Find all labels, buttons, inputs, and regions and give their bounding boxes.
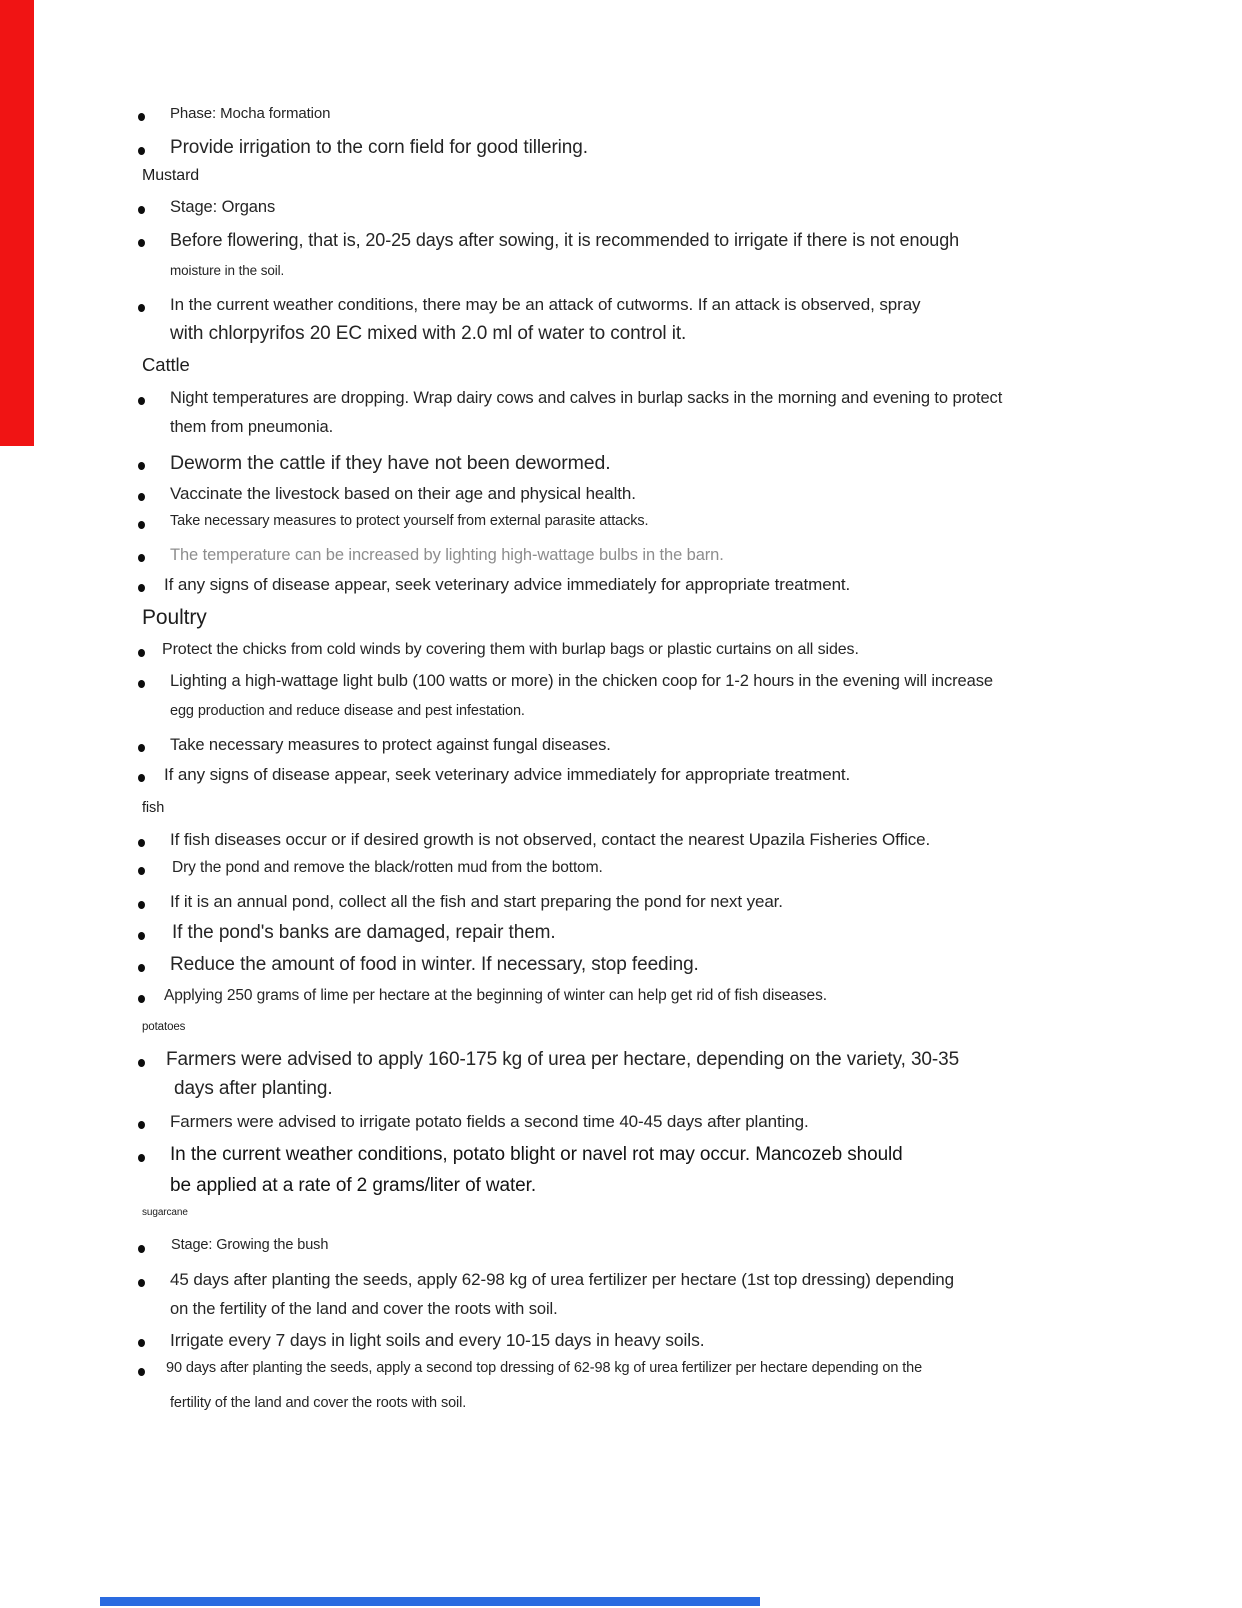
bullet-text: on the fertility of the land and cover the roots with soil. [170, 1300, 558, 1318]
section-heading: Poultry [142, 606, 207, 629]
bullet-text: Protect the chicks from cold winds by covering them with burlap bags or plastic curtains on all sides. [162, 641, 859, 658]
bullet-text: days after planting. [174, 1078, 333, 1099]
bullet-text: In the current weather conditions, there may be an attack of cutworms. If an attack is observed, spray [170, 295, 921, 314]
bullet-icon [138, 1121, 145, 1129]
bullet-text: The temperature can be increased by lighting high-wattage bulbs in the barn. [170, 546, 724, 564]
bullet-icon [138, 554, 145, 562]
bullet-text: If the pond's banks are damaged, repair them. [172, 922, 556, 943]
bullet-text: Night temperatures are dropping. Wrap dairy cows and calves in burlap sacks in the morning and evening to protect [170, 389, 1003, 407]
section-heading: Mustard [142, 167, 200, 184]
bullet-icon [138, 774, 145, 782]
bullet-text: If any signs of disease appear, seek veterinary advice immediately for appropriate treatment. [164, 765, 851, 784]
bullet-icon [138, 113, 145, 121]
bullet-icon [138, 901, 145, 909]
bullet-text: Farmers were advised to irrigate potato fields a second time 40-45 days after planting. [170, 1112, 809, 1131]
bullet-text: In the current weather conditions, potato blight or navel rot may occur. Mancozeb should [170, 1144, 903, 1165]
section-heading: potatoes [142, 1021, 186, 1033]
bullet-icon [138, 1154, 145, 1162]
bullet-text: If fish diseases occur or if desired growth is not observed, contact the nearest Upazila Fisheries Office. [170, 830, 931, 849]
bullet-text: Vaccinate the livestock based on their age and physical health. [170, 484, 636, 503]
bullet-text: Phase: Mocha formation [170, 105, 331, 122]
bullet-text: Reduce the amount of food in winter. If necessary, stop feeding. [170, 954, 699, 975]
bullet-icon [138, 744, 145, 752]
bullet-text: moisture in the soil. [170, 263, 285, 278]
bullet-icon [138, 1339, 145, 1347]
bullet-text: Irrigate every 7 days in light soils and every 10-15 days in heavy soils. [170, 1330, 705, 1350]
bullet-icon [138, 1059, 145, 1067]
bullet-icon [138, 147, 145, 155]
bullet-text: with chlorpyrifos 20 EC mixed with 2.0 ml of water to control it. [170, 323, 687, 344]
bullet-text: Provide irrigation to the corn field for good tillering. [170, 137, 588, 158]
bullet-text: 45 days after planting the seeds, apply 62-98 kg of urea fertilizer per hectare (1st top dressing) depending [170, 1270, 954, 1289]
bullet-icon [138, 493, 145, 501]
bullet-icon [138, 521, 145, 529]
bullet-text: fertility of the land and cover the roots with soil. [170, 1395, 467, 1411]
bullet-text: If any signs of disease appear, seek veterinary advice immediately for appropriate treatment. [164, 575, 851, 594]
bullet-icon [138, 462, 145, 470]
bullet-text: If it is an annual pond, collect all the fish and start preparing the pond for next year. [170, 892, 783, 911]
bullet-text: egg production and reduce disease and pest infestation. [170, 703, 525, 719]
bullet-text: Take necessary measures to protect against fungal diseases. [170, 736, 611, 754]
bullet-icon [138, 839, 145, 847]
bullet-icon [138, 932, 145, 940]
bullet-text: be applied at a rate of 2 grams/liter of water. [170, 1175, 537, 1196]
bullet-icon [138, 964, 145, 972]
bullet-text: Dry the pond and remove the black/rotten mud from the bottom. [172, 859, 603, 876]
bullet-text: 90 days after planting the seeds, apply a second top dressing of 62-98 kg of urea fertilizer per hectare depending on the [166, 1360, 923, 1376]
bullet-icon [138, 680, 145, 688]
bullet-text: Stage: Growing the bush [171, 1237, 329, 1253]
bullet-icon [138, 995, 145, 1003]
bullet-text: Lighting a high-wattage light bulb (100 watts or more) in the chicken coop for 1-2 hours in the evening will increase [170, 672, 993, 690]
bullet-text: Farmers were advised to apply 160-175 kg of urea per hectare, depending on the variety, 30-35 [166, 1049, 960, 1070]
bullet-text: Before flowering, that is, 20-25 days after sowing, it is recommended to irrigate if there is not enough [170, 230, 960, 250]
bullet-icon [138, 1279, 145, 1287]
bullet-text: them from pneumonia. [170, 418, 334, 436]
bullet-text: Deworm the cattle if they have not been dewormed. [170, 452, 611, 474]
bullet-icon [138, 649, 145, 657]
bullet-text: Stage: Organs [170, 198, 276, 216]
bullet-icon [138, 304, 145, 312]
section-heading: sugarcane [142, 1207, 188, 1218]
bullet-icon [138, 397, 145, 405]
bullet-icon [138, 206, 145, 214]
section-heading: fish [142, 800, 165, 816]
section-heading: Cattle [142, 354, 190, 375]
bullet-icon [138, 1368, 145, 1376]
bullet-icon [138, 1245, 145, 1253]
bullet-text: Take necessary measures to protect yourself from external parasite attacks. [170, 513, 649, 529]
bullet-icon [138, 584, 145, 592]
bullet-icon [138, 867, 145, 875]
bullet-icon [138, 239, 145, 247]
bullet-text: Applying 250 grams of lime per hectare at the beginning of winter can help get rid of fish diseases. [164, 987, 827, 1004]
